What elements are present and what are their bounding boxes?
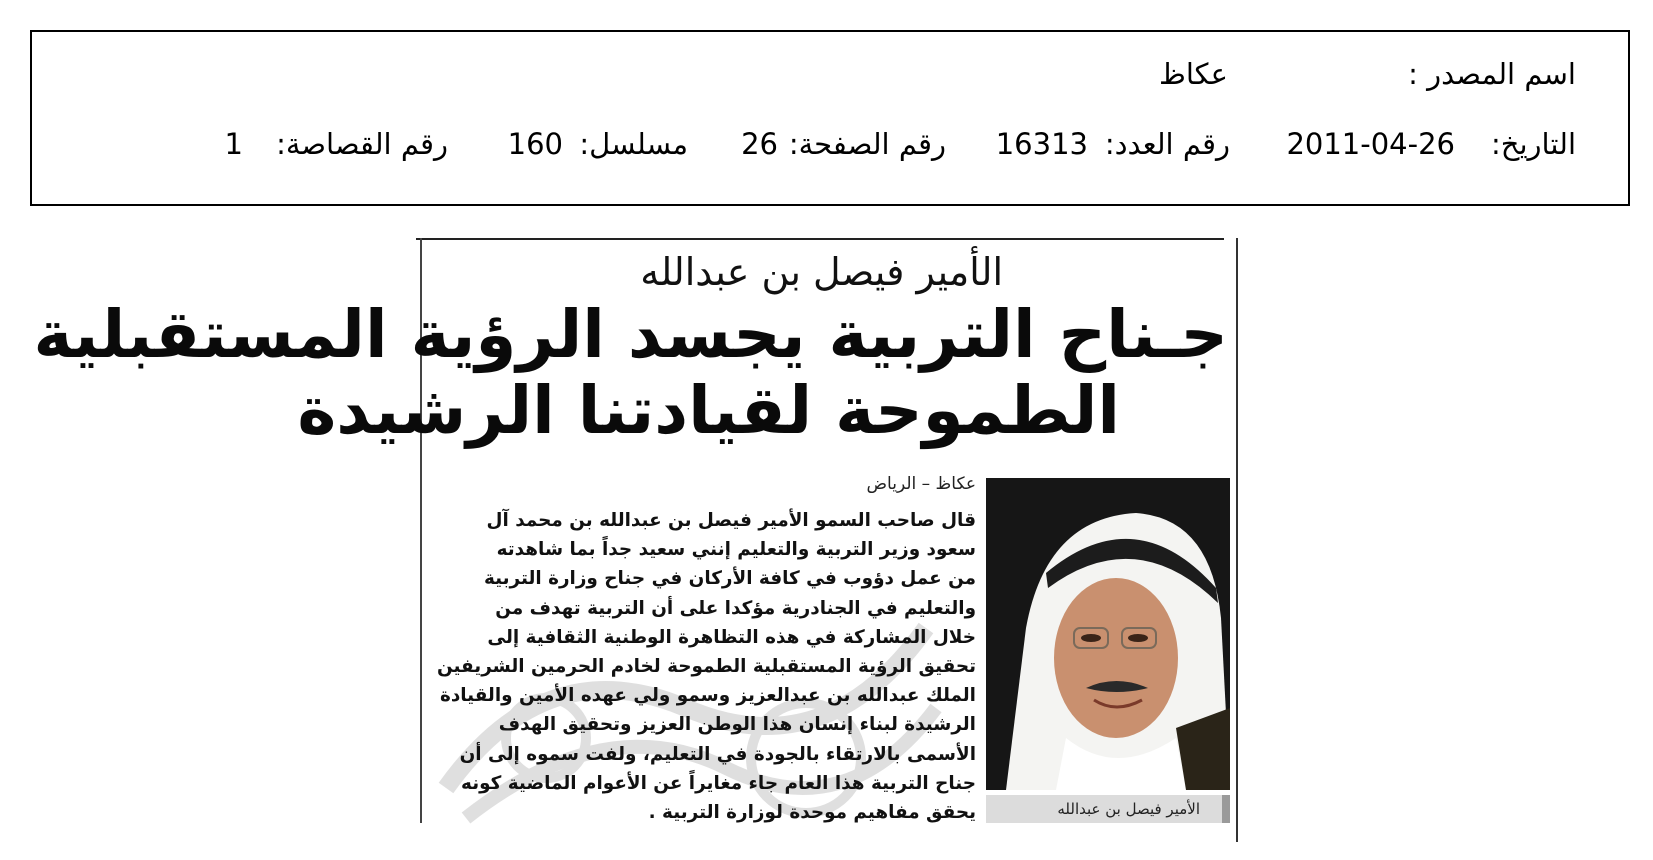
issue-value: 16313 <box>995 127 1088 161</box>
body-line: تحقيق الرؤية المستقبلية الطموحة لخادم الحرمين الشريفين <box>437 656 976 678</box>
source-value: عكاظ <box>1159 57 1228 91</box>
article-byline: عكاظ – الرياض <box>866 474 976 494</box>
portrait-illustration <box>986 478 1230 790</box>
newspaper-clipping <box>33 238 1238 842</box>
photo-caption: الأمير فيصل بن عبدالله <box>986 795 1230 823</box>
serial-value: 160 <box>507 127 563 161</box>
body-line: يحقق مفاهيم موحدة لوزارة التربية . <box>648 802 976 824</box>
issue-label: رقم العدد: <box>1104 127 1230 161</box>
right-rule <box>1236 238 1238 842</box>
body-line: والتعليم في الجنادرية مؤكدا على أن التربية تهدف من <box>495 597 976 619</box>
body-line: من عمل دؤوب في كافة الأركان في جناح وزارة التربية <box>483 568 976 590</box>
body-line: الرشيدة لبناء إنسان هذا الوطن العزيز وتحقيق الهدف <box>498 714 976 736</box>
page-value: 26 <box>741 127 778 161</box>
date-value: 2011-04-26 <box>1286 127 1455 161</box>
page-label: رقم الصفحة: <box>788 127 946 161</box>
body-line: الملك عبدالله بن عبدالعزيز وسمو ولي عهده الأمين والقيادة <box>439 685 976 707</box>
portrait-photo <box>986 478 1230 790</box>
source-label: اسم المصدر : <box>1408 57 1576 91</box>
date-label: التاريخ: <box>1490 127 1576 161</box>
body-line: الأسمى بالارتقاء بالجودة في التعليم، ولفت سموه إلى أن <box>459 743 976 765</box>
article-body <box>436 506 976 827</box>
headline-line-2: الطموحة لقيادتنا الرشيدة <box>297 372 1120 449</box>
body-line: جناح التربية هذا العام جاء مغايراً عن الأعوام الماضية كونه <box>461 772 976 794</box>
clipping-metadata-box <box>30 30 1630 206</box>
article-kicker: الأمير فيصل بن عبدالله <box>640 250 1003 294</box>
body-line: سعود وزير التربية والتعليم إنني سعيد جداً بما شاهدته <box>496 539 976 561</box>
headline-line-1: جـناح التربية يجسد الرؤية المستقبلية <box>33 296 1228 373</box>
clip-number-value: 1 <box>224 127 243 161</box>
body-line: خلال المشاركة في هذه التظاهرة الوطنية الثقافية إلى <box>487 626 976 648</box>
serial-label: مسلسل: <box>579 127 688 161</box>
top-rule <box>416 238 1224 240</box>
body-line: قال صاحب السمو الأمير فيصل بن عبدالله بن محمد آل <box>486 510 976 531</box>
clip-number-label: رقم القصاصة: <box>276 127 448 161</box>
